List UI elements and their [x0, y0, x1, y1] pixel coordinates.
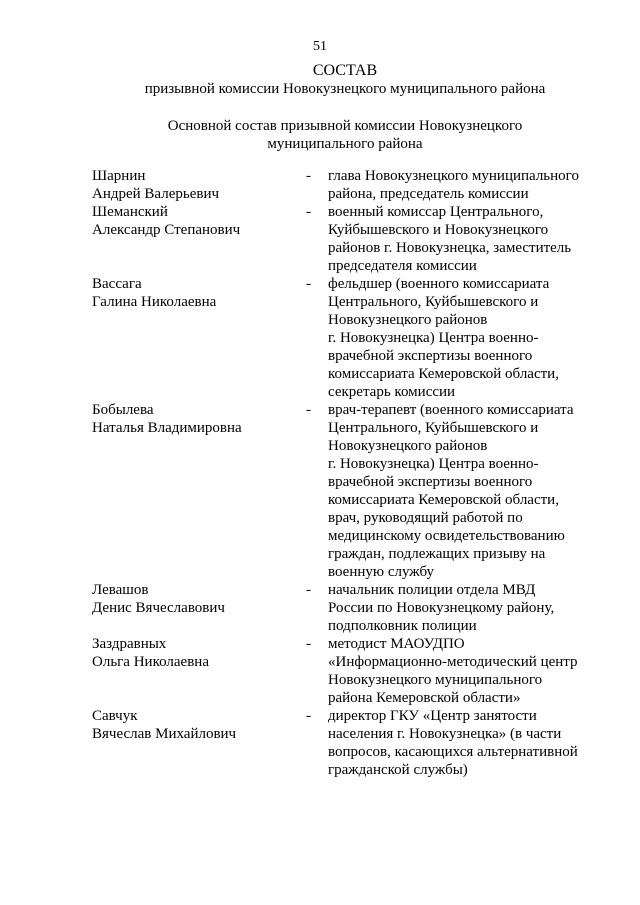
member-dash: -: [306, 708, 311, 724]
member-entry: [92, 401, 592, 581]
member-role-line: комиссариата Кемеровской области,: [328, 492, 559, 508]
section-heading-line: Основной состав призывной комиссии Новокузнецкого: [167, 118, 523, 134]
member-role-line: врач-терапевт (военного комиссариата: [328, 402, 574, 418]
member-entry: [92, 167, 592, 203]
member-role-line: Новокузнецкого муниципального: [328, 672, 543, 688]
member-role-line: населения г. Новокузнецка» (в части: [328, 726, 562, 742]
member-role-line: г. Новокузнецка) Центра военно-: [328, 330, 539, 346]
document-subtitle: призывной комиссии Новокузнецкого муниципального района: [144, 81, 546, 97]
member-role-line: граждан, подлежащих призыву на: [328, 546, 546, 562]
member-given-names: Александр Степанович: [92, 222, 241, 238]
member-role-line: врачебной экспертизы военного: [328, 474, 533, 490]
member-dash: -: [306, 276, 311, 292]
member-dash: -: [306, 204, 311, 220]
member-given-names: Галина Николаевна: [92, 294, 217, 310]
member-entry: [92, 581, 592, 635]
member-entry: [92, 707, 592, 779]
member-surname: Левашов: [92, 582, 149, 598]
member-name: [92, 707, 306, 743]
member-role-line: методист МАОУДПО: [328, 636, 465, 652]
member-surname: Савчук: [92, 708, 138, 724]
section-heading-line: муниципального района: [267, 136, 423, 152]
member-role-line: Центрального, Куйбышевского и: [328, 420, 539, 436]
member-role-line: комиссариата Кемеровской области,: [328, 366, 559, 382]
member-role-line: председателя комиссии: [328, 258, 477, 274]
member-role-line: врач, руководящий работой по: [328, 510, 523, 526]
member-role: [328, 581, 582, 635]
member-entry: [92, 275, 592, 401]
member-role-line: района Кемеровской области»: [328, 690, 521, 706]
member-given-names: Андрей Валерьевич: [92, 186, 220, 202]
section-heading: [0, 117, 640, 153]
member-surname: Заздравных: [92, 636, 167, 652]
member-role-line: медицинскому освидетельствованию: [328, 528, 565, 544]
member-role-line: гражданской службы): [328, 762, 468, 778]
member-role-line: вопросов, касающихся альтернативной: [328, 744, 578, 760]
member-surname: Шарнин: [92, 168, 146, 184]
member-role: [328, 401, 582, 581]
member-name: [92, 635, 306, 671]
member-dash: -: [306, 582, 311, 598]
member-name: [92, 275, 306, 311]
member-role-line: врачебной экспертизы военного: [328, 348, 533, 364]
commission-members-list: [92, 167, 592, 779]
member-role-line: районов г. Новокузнецка, заместитель: [328, 240, 572, 256]
member-dash: -: [306, 402, 311, 418]
member-role-line: Центрального, Куйбышевского и: [328, 294, 539, 310]
member-entry: [92, 203, 592, 275]
member-role-line: России по Новокузнецкому району,: [328, 600, 555, 616]
member-role-line: фельдшер (военного комиссариата: [328, 276, 550, 292]
member-given-names: Денис Вячеславович: [92, 600, 225, 616]
member-name: [92, 167, 306, 203]
member-dash: -: [306, 168, 311, 184]
member-role-line: Новокузнецкого районов: [328, 312, 488, 328]
member-role: [328, 275, 582, 401]
member-role-line: глава Новокузнецкого муниципального: [328, 168, 579, 184]
member-role-line: директор ГКУ «Центр занятости: [328, 708, 537, 724]
member-role: [328, 635, 582, 707]
member-given-names: Вячеслав Михайлович: [92, 726, 237, 742]
member-dash: -: [306, 636, 311, 652]
member-surname: Шеманский: [92, 204, 168, 220]
member-role: [328, 167, 582, 203]
member-entry: [92, 635, 592, 707]
member-surname: Вассага: [92, 276, 142, 292]
page-number: 51: [313, 39, 327, 54]
member-role-line: военный комиссар Центрального,: [328, 204, 544, 220]
document-title: СОСТАВ: [312, 62, 378, 79]
member-surname: Бобылева: [92, 402, 154, 418]
member-name: [92, 581, 306, 617]
member-role-line: Куйбышевского и Новокузнецкого: [328, 222, 549, 238]
member-role-line: начальник полиции отдела МВД: [328, 582, 536, 598]
member-role-line: г. Новокузнецка) Центра военно-: [328, 456, 539, 472]
member-role-line: района, председатель комиссии: [328, 186, 529, 202]
member-role-line: «Информационно-методический центр: [328, 654, 578, 670]
member-name: [92, 203, 306, 239]
member-role: [328, 203, 582, 275]
member-role-line: секретарь комиссии: [328, 384, 456, 400]
member-role-line: Новокузнецкого районов: [328, 438, 488, 454]
member-name: [92, 401, 306, 437]
member-role-line: подполковник полиции: [328, 618, 477, 634]
member-given-names: Наталья Владимировна: [92, 420, 242, 436]
member-role: [328, 707, 582, 779]
member-role-line: военную службу: [328, 564, 435, 580]
member-given-names: Ольга Николаевна: [92, 654, 209, 670]
